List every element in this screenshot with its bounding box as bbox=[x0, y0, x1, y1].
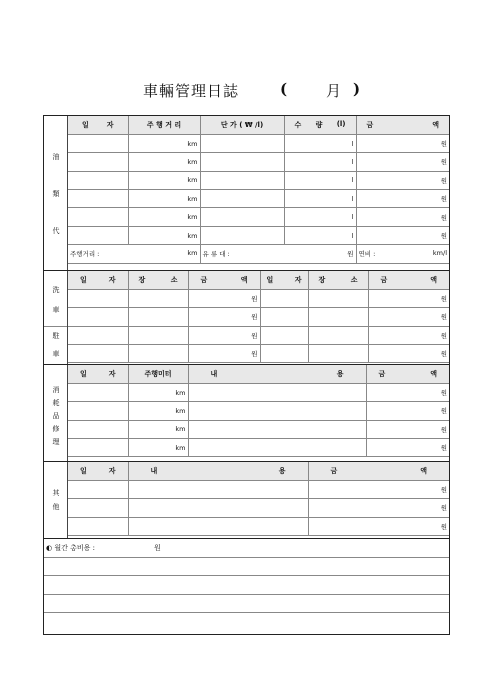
page-title bbox=[0, 80, 495, 104]
table-row: km l 원 bbox=[68, 134, 449, 152]
other-side-label: 其 他 bbox=[44, 462, 68, 538]
table-row: 원 bbox=[68, 480, 449, 498]
consumable-section bbox=[44, 365, 449, 462]
table-row: km 원 bbox=[68, 383, 449, 401]
fuel-table bbox=[68, 116, 449, 264]
other-table bbox=[68, 462, 449, 536]
header-price: 단 가 ( ₩ /l) bbox=[200, 116, 284, 134]
wash-header-row: 일 자 장 소 금 액 일 자 장 소 금 액 bbox=[68, 271, 449, 289]
fuel-side-label: 油 類 代 bbox=[44, 116, 68, 270]
fuel-summary-row: 주행거리 : km 유 류 대 : 원 연비 : km/l bbox=[68, 245, 449, 263]
table-row: km l 원 bbox=[68, 153, 449, 171]
table-row: 원 원 bbox=[68, 289, 449, 307]
monthly-total-label: ◐ 월간 총비용 : bbox=[46, 544, 95, 552]
note-line[interactable] bbox=[44, 558, 449, 577]
note-line[interactable] bbox=[44, 613, 449, 632]
table-row: km 원 bbox=[68, 439, 449, 457]
log-form bbox=[43, 115, 450, 635]
fuel-section bbox=[44, 116, 449, 271]
monthly-total-row[interactable] bbox=[44, 539, 449, 558]
table-row: km l 원 bbox=[68, 226, 449, 244]
header-amount: 금 액 bbox=[356, 116, 449, 134]
distance-total-label: 주행거리 : bbox=[70, 250, 100, 259]
table-row: km l 원 bbox=[68, 171, 449, 189]
note-line[interactable] bbox=[44, 576, 449, 595]
monthly-total-section bbox=[44, 539, 449, 634]
table-row: km l 원 bbox=[68, 190, 449, 208]
title-main: 車輛管理日誌 bbox=[143, 82, 240, 100]
title-paren-close: ) bbox=[353, 80, 361, 98]
wash-table bbox=[68, 271, 449, 363]
table-row: km 원 bbox=[68, 402, 449, 420]
wash-side-label: 洗 車 駐 車 bbox=[44, 271, 68, 364]
other-header-row: 일 자 내 용 금 액 bbox=[68, 462, 449, 480]
table-row: 원 bbox=[68, 517, 449, 535]
consumable-header-row: 일 자 주행미터 내 용 금 액 bbox=[68, 365, 449, 383]
table-row: 원 원 bbox=[68, 308, 449, 326]
header-distance: 주 행 거 리 bbox=[128, 116, 200, 134]
wash-parking-section bbox=[44, 271, 449, 365]
table-row: km l 원 bbox=[68, 208, 449, 226]
table-row: 원 bbox=[68, 499, 449, 517]
consumable-side-label: 消 耗 品 修 理 bbox=[44, 365, 68, 461]
table-row: 원 원 bbox=[68, 326, 449, 344]
header-qty: 수 량 (l) bbox=[284, 116, 356, 134]
title-paren-open: ( bbox=[280, 80, 288, 98]
consumable-table bbox=[68, 365, 449, 457]
table-row: km 원 bbox=[68, 420, 449, 438]
title-month: 月 bbox=[326, 82, 342, 100]
note-line[interactable] bbox=[44, 595, 449, 614]
other-section bbox=[44, 462, 449, 539]
fuel-efficiency-label: 연비 : bbox=[358, 250, 376, 259]
header-date: 일 자 bbox=[68, 116, 128, 134]
monthly-total-unit: 원 bbox=[154, 544, 161, 552]
table-row: 원 원 bbox=[68, 345, 449, 363]
fuel-cost-label: 유 류 대 : bbox=[202, 250, 230, 259]
fuel-header-row bbox=[68, 116, 449, 134]
